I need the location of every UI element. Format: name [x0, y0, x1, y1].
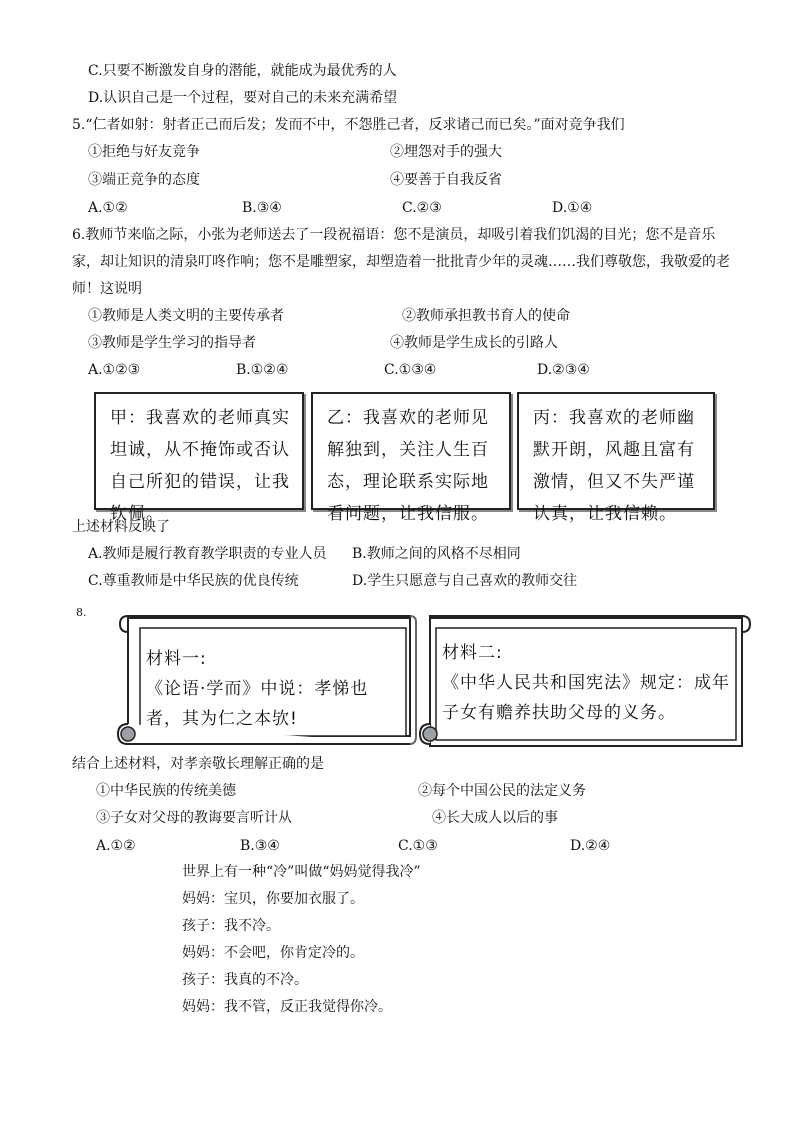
q5-choice-c[interactable]: C.②③	[402, 200, 442, 216]
q5-choice-a[interactable]: A.①②	[88, 200, 128, 216]
q8-stem: 结合上述材料，对孝亲敬长理解正确的是	[72, 756, 324, 772]
q8-material-2-body: 《中华人民共和国宪法》规定：成年子女有赡养扶助父母的义务。	[442, 673, 730, 723]
q8-material-2-title: 材料二:	[442, 643, 503, 663]
q5-item-4: ④要善于自我反省	[390, 172, 502, 188]
q6-item-4: ④教师是学生成长的引路人	[390, 335, 558, 351]
q6-choice-c[interactable]: C.①③④	[384, 362, 437, 378]
q6-item-3: ③教师是学生学习的指导者	[88, 335, 256, 351]
q8-choice-d[interactable]: D.②④	[570, 838, 611, 854]
q6-choice-d[interactable]: D.②③④	[537, 362, 590, 378]
q5-choice-b[interactable]: B.③④	[242, 200, 282, 216]
prev-option-d: D.认识自己是一个过程，要对自己的未来充满希望	[88, 90, 398, 106]
prev-option-c: C.只要不断激发自身的潜能，就能成为最优秀的人	[88, 63, 397, 79]
q7-box-yi-text: 乙：我喜欢的老师见解独到，关注人生百态，理论联系实际地看问题，让我信服。	[327, 408, 489, 524]
q8-item-4: ④长大成人以后的事	[432, 810, 558, 826]
q7-choice-c[interactable]: C.尊重教师是中华民族的优良传统	[88, 573, 299, 589]
q8-material-1-body: 《论语·学而》中说：孝悌也者，其为仁之本欤!	[146, 679, 369, 729]
q7-material-box-yi	[311, 392, 511, 524]
dialogue-line: 孩子：我真的不冷。	[182, 972, 308, 988]
q6-stem-line-3: 师！这说明	[72, 281, 142, 297]
q7-box-jia-text: 甲：我喜欢的老师真实坦诚，从不掩饰或否认自己所犯的错误，让我钦佩。	[110, 408, 290, 524]
q8-choice-b[interactable]: B.③④	[240, 838, 280, 854]
dialogue-line: 妈妈：不会吧，你肯定冷的。	[182, 945, 364, 961]
q8-material-2-scroll	[412, 606, 754, 748]
q7-stem: 上述材料反映了	[72, 519, 170, 535]
q8-material-1-title: 材料一:	[146, 649, 207, 669]
q8-item-2: ②每个中国公民的法定义务	[418, 783, 586, 799]
dialogue-line: 孩子：我不冷。	[182, 918, 280, 934]
q6-stem-line-1: 6.教师节来临之际，小张为老师送去了一段祝福语：您不是演员，却吸引着我们饥渴的目光；您不是音乐	[72, 227, 716, 243]
dialogue-title: 世界上有一种“冷”叫做“妈妈觉得我冷”	[182, 864, 421, 880]
q8-choice-a[interactable]: A.①②	[96, 838, 136, 854]
q7-choice-d[interactable]: D.学生只愿意与自己喜欢的教师交往	[352, 573, 578, 589]
q6-item-1: ①教师是人类文明的主要传承者	[88, 308, 284, 324]
q8-item-3: ③子女对父母的教诲要言听计从	[96, 810, 292, 826]
q5-item-2: ②埋怨对手的强大	[390, 144, 502, 160]
q8-item-1: ①中华民族的传统美德	[96, 783, 236, 799]
q7-material-box-bing	[517, 392, 715, 524]
q5-item-3: ③端正竞争的态度	[88, 172, 200, 188]
q8-material-1-scroll	[110, 606, 420, 748]
q7-material-box-jia	[94, 392, 304, 524]
dialogue-line: 妈妈：我不管，反正我觉得你冷。	[182, 999, 392, 1015]
q7-box-bing-text: 丙：我喜欢的老师幽默开朗，风趣且富有激情，但又不失严谨认真，让我信赖。	[533, 408, 695, 524]
q6-choice-a[interactable]: A.①②③	[88, 362, 141, 378]
q7-choice-b[interactable]: B.教师之间的风格不尽相同	[352, 546, 521, 562]
q6-stem-line-2: 家，却让知识的清泉叮咚作响；您不是雕塑家，却塑造着一批批青少年的灵魂……我们尊敬您，我敬爱的老	[72, 254, 730, 270]
dialogue-line: 妈妈：宝贝，你要加衣服了。	[182, 891, 364, 907]
q5-item-1: ①拒绝与好友竞争	[88, 144, 200, 160]
q6-item-2: ②教师承担教书育人的使命	[402, 308, 570, 324]
q5-choice-d[interactable]: D.①④	[552, 200, 593, 216]
q7-choice-a[interactable]: A.教师是履行教育教学职责的专业人员	[88, 546, 327, 562]
q8-number: 8.	[76, 606, 87, 619]
q5-stem: 5.“仁者如射：射者正己而后发；发而不中，不怨胜己者，反求诸己而已矣。”面对竞争我们	[72, 117, 625, 133]
q8-choice-c[interactable]: C.①③	[398, 838, 438, 854]
q6-choice-b[interactable]: B.①②④	[236, 362, 289, 378]
